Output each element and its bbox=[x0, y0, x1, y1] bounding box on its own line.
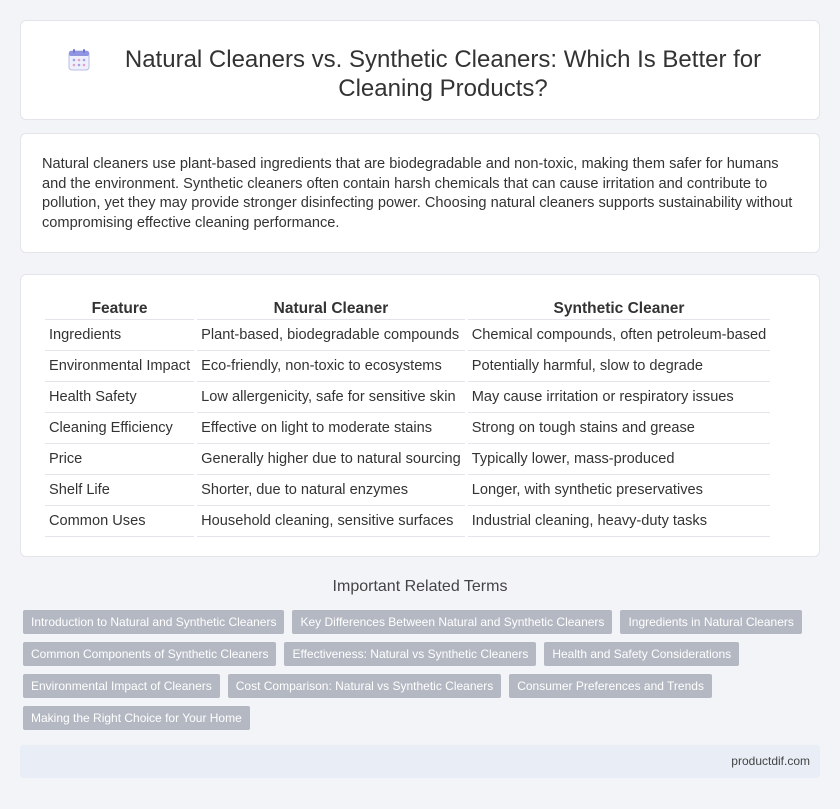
feature-cell: Ingredients bbox=[45, 320, 194, 351]
natural-cell: Eco-friendly, non-toxic to ecosystems bbox=[197, 351, 465, 382]
table-row bbox=[45, 320, 770, 351]
related-term-tag[interactable]: Environmental Impact of Cleaners bbox=[23, 674, 220, 698]
synthetic-cell: Typically lower, mass-produced bbox=[468, 444, 770, 475]
table-header-row bbox=[45, 294, 770, 320]
natural-cell: Household cleaning, sensitive surfaces bbox=[197, 506, 465, 537]
feature-cell: Cleaning Efficiency bbox=[45, 413, 194, 444]
table-row bbox=[45, 382, 770, 413]
comparison-card bbox=[20, 274, 820, 557]
related-term-tag[interactable]: Ingredients in Natural Cleaners bbox=[620, 610, 801, 634]
synthetic-cell: Strong on tough stains and grease bbox=[468, 413, 770, 444]
feature-cell: Price bbox=[45, 444, 194, 475]
natural-cell: Low allergenicity, safe for sensitive skin bbox=[197, 382, 465, 413]
natural-cell: Plant-based, biodegradable compounds bbox=[197, 320, 465, 351]
table-row bbox=[45, 351, 770, 382]
header-card bbox=[20, 20, 820, 120]
page-title: Natural Cleaners vs. Synthetic Cleaners: Which Is Better for Cleaning Products? bbox=[124, 46, 762, 102]
comparison-table bbox=[42, 294, 773, 537]
synthetic-cell: Longer, with synthetic preservatives bbox=[468, 475, 770, 506]
feature-cell: Health Safety bbox=[45, 382, 194, 413]
table-row bbox=[45, 413, 770, 444]
column-header-feature: Feature bbox=[45, 294, 194, 320]
natural-cell: Generally higher due to natural sourcing bbox=[197, 444, 465, 475]
table-row bbox=[45, 506, 770, 537]
related-term-tag[interactable]: Effectiveness: Natural vs Synthetic Cleaners bbox=[284, 642, 536, 666]
column-header-natural: Natural Cleaner bbox=[197, 294, 465, 320]
natural-cell: Shorter, due to natural enzymes bbox=[197, 475, 465, 506]
synthetic-cell: Chemical compounds, often petroleum-based bbox=[468, 320, 770, 351]
table-row bbox=[45, 475, 770, 506]
related-term-tag[interactable]: Key Differences Between Natural and Synthetic Cleaners bbox=[292, 610, 612, 634]
feature-cell: Common Uses bbox=[45, 506, 194, 537]
intro-card bbox=[20, 133, 820, 253]
related-terms-list bbox=[23, 610, 823, 738]
feature-cell: Shelf Life bbox=[45, 475, 194, 506]
table-row bbox=[45, 444, 770, 475]
calendar-icon bbox=[67, 48, 91, 72]
related-term-tag[interactable]: Health and Safety Considerations bbox=[544, 642, 739, 666]
related-term-tag[interactable]: Cost Comparison: Natural vs Synthetic Cleaners bbox=[228, 674, 501, 698]
synthetic-cell: Potentially harmful, slow to degrade bbox=[468, 351, 770, 382]
related-term-tag[interactable]: Common Components of Synthetic Cleaners bbox=[23, 642, 276, 666]
feature-cell: Environmental Impact bbox=[45, 351, 194, 382]
footer-site-link[interactable]: productdif.com bbox=[731, 754, 810, 768]
footer bbox=[20, 745, 820, 778]
natural-cell: Effective on light to moderate stains bbox=[197, 413, 465, 444]
synthetic-cell: May cause irritation or respiratory issues bbox=[468, 382, 770, 413]
related-term-tag[interactable]: Consumer Preferences and Trends bbox=[509, 674, 712, 698]
related-terms-title: Important Related Terms bbox=[332, 578, 508, 595]
column-header-synthetic: Synthetic Cleaner bbox=[468, 294, 770, 320]
related-term-tag[interactable]: Introduction to Natural and Synthetic Cleaners bbox=[23, 610, 284, 634]
intro-paragraph: Natural cleaners use plant-based ingredients that are biodegradable and non-toxic, making them safer for humans and the environment. Synthetic cleaners often contain harsh chemicals that can cause irritation and contribute to pollution, yet they may provide stronger disinfecting power. Choosing natural cleaners supports sustainability without compromising effective cleaning performance. bbox=[42, 156, 793, 231]
synthetic-cell: Industrial cleaning, heavy-duty tasks bbox=[468, 506, 770, 537]
related-term-tag[interactable]: Making the Right Choice for Your Home bbox=[23, 706, 250, 730]
